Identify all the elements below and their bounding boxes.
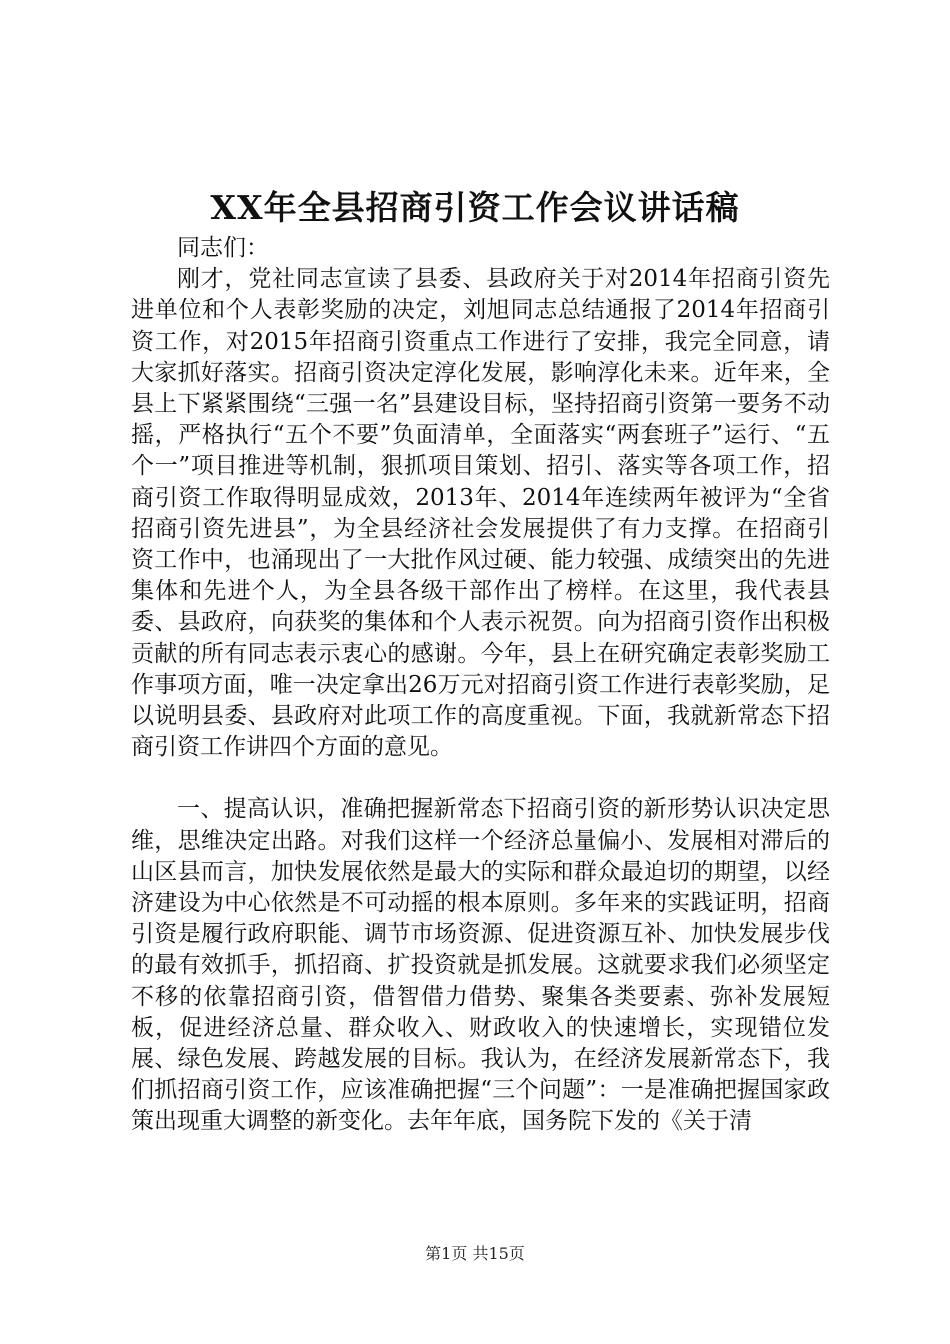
paragraph-intro: 刚才，党社同志宣读了县委、县政府关于对2014年招商引资先进单位和个人表彰奖励的决定，刘旭同志总结通报了2014年招商引资工作，对2015年招商引资重点工作进行了安排，我完全同意，请大家抓好落实。招商引资决定淳化发展，影响淳化未来。近年来，全县上下紧紧围绕“三强一名”县建设目标，坚持招商引资第一要务不动摇，严格执行“五个不要”负面清单，全面落实“两套班子”运行、“五个一”项目推进等机制，狠抓项目策划、招引、落实等各项工作，招商引资工作取得明显成效，2013年、2014年连续两年被评为“全省招商引资先进县”，为全县经济社会发展提供了有力支撑。在招商引资工作中，也涌现出了一大批作风过硬、能力较强、成绩突出的先进集体和先进个人，为全县各级干部作出了榜样。在这里，我代表县委、县政府，向获奖的集体和个人表示祝贺。向为招商引资作出积极贡献的所有同志表示衷心的感谢。今年，县上在研究确定表彰奖励工作事项方面，唯一决定拿出26万元对招商引资工作进行表彰奖励，足以说明县委、县政府对此项工作的高度重视。下面，我就新常态下招商引资工作讲四个方面的意见。 — [131, 266, 830, 761]
salutation: 同志们： — [177, 235, 269, 261]
paragraph-section-one: 一、提高认识，准确把握新常态下招商引资的新形势认识决定思维，思维决定出路。对我们这样一个经济总量偏小、发展相对滞后的山区县而言，加快发展依然是最大的实际和群众最迫切的期望，以经济建设为中心依然是不可动摇的根本原则。多年来的实践证明，招商引资是履行政府职能、调节市场资源、促进资源互补、加快发展步伐的最有效抓手，抓招商、扩投资就是抓发展。这就要求我们必须坚定不移的依靠招商引资，借智借力借势、聚集各类要素、弥补发展短板，促进经济总量、群众收入、财政收入的快速增长，实现错位发展、绿色发展、跨越发展的目标。我认为，在经济发展新常态下，我们抓招商引资工作，应该准确把握“三个问题”：一是准确把握国家政策出现重大调整的新变化。去年年底，国务院下发的《关于清 — [131, 796, 830, 1135]
document-title: XX年全县招商引资工作会议讲话稿 — [210, 188, 740, 227]
document-body — [131, 233, 830, 1138]
page-number-footer: 第1页 共15页 — [425, 1244, 525, 1263]
